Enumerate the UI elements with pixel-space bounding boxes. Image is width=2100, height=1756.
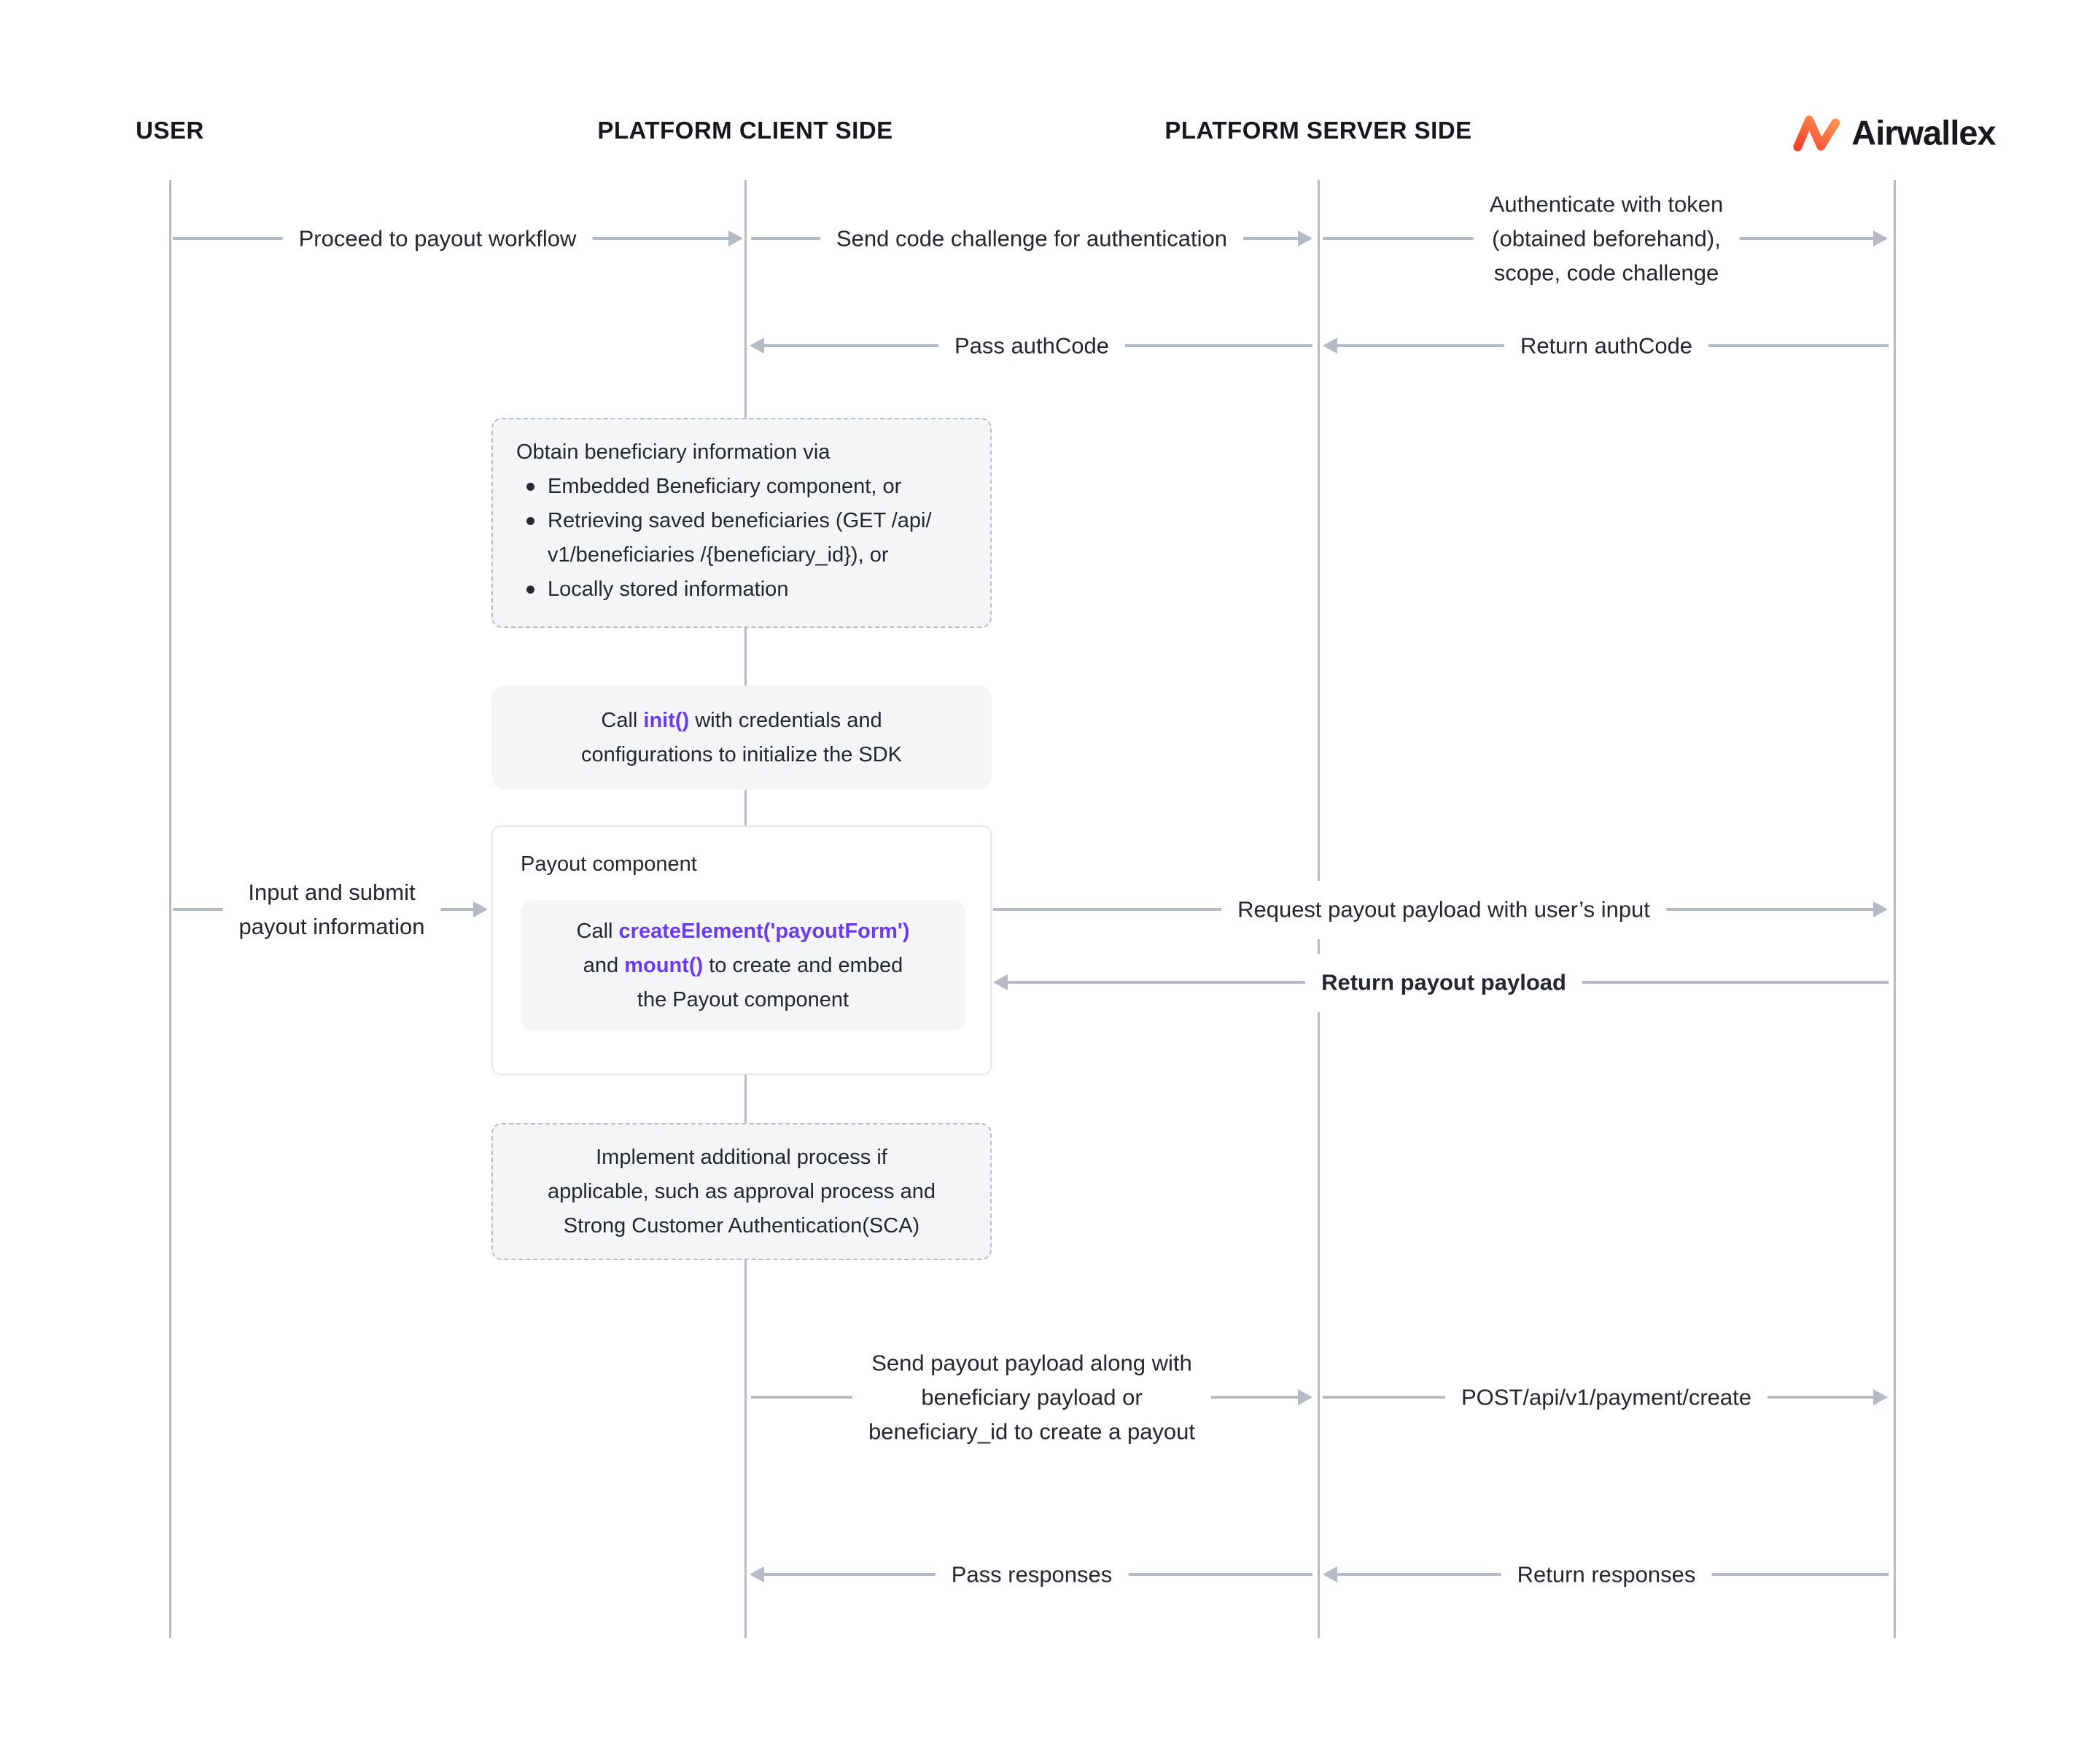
message-post-create: POST/api/v1/payment/create — [1445, 1379, 1768, 1416]
message-authenticate-line1: Authenticate with token — [1489, 191, 1724, 217]
arrow-authenticate-head — [1873, 230, 1888, 246]
sca-process-box — [491, 1123, 992, 1260]
airwallex-logo-icon — [1793, 113, 1841, 152]
beneficiary-bullet-1-text: Embedded Beneficiary component, or — [548, 475, 902, 498]
payout-line1: Call createElement('payoutForm') — [576, 919, 910, 943]
bullet-dot-icon — [526, 517, 534, 525]
lane-header-user: USER — [136, 117, 204, 144]
bullet-dot-icon — [526, 483, 534, 491]
message-pass-authcode: Pass authCode — [938, 327, 1125, 365]
init-code: init() — [643, 708, 690, 732]
arrow-return-authcode-head — [1323, 338, 1337, 354]
arrow-pass-responses-head — [750, 1566, 764, 1582]
sca-line1: Implement additional process if — [596, 1145, 887, 1169]
message-proceed-to-payout: Proceed to payout workflow — [283, 220, 593, 257]
sca-line3: Strong Customer Authentication(SCA) — [563, 1213, 920, 1238]
arrow-send-code-head — [1298, 230, 1312, 246]
message-return-authcode: Return authCode — [1504, 327, 1708, 365]
lifeline-client-seg1 — [744, 180, 747, 418]
message-input-line1: Input and submit — [248, 879, 416, 905]
create-element-code: createElement('payoutForm') — [618, 919, 910, 943]
mount-code: mount() — [624, 953, 704, 977]
message-send-code-challenge: Send code challenge for authentication — [820, 220, 1243, 257]
message-return-responses: Return responses — [1501, 1556, 1712, 1593]
message-request-payload: Request payout payload with user’s input — [1221, 891, 1666, 928]
init-sdk-box — [491, 685, 992, 790]
lifeline-client-seg3 — [744, 790, 747, 825]
arrow-request-payload-head — [1873, 901, 1888, 917]
lifeline-client-seg2 — [744, 628, 747, 685]
arrow-proceed-head — [728, 230, 743, 246]
message-send-payout-line3: beneficiary_id to create a payout — [868, 1418, 1196, 1445]
payout-component-card — [491, 825, 992, 1075]
message-authenticate-line2: (obtained beforehand), — [1492, 225, 1721, 252]
message-pass-responses: Pass responses — [936, 1556, 1129, 1593]
message-input-submit — [222, 874, 440, 945]
arrow-post-create-head — [1873, 1389, 1888, 1405]
sca-line2: applicable, such as approval process and — [548, 1179, 936, 1203]
arrow-return-responses-head — [1323, 1566, 1337, 1582]
beneficiary-bullet-3 — [516, 572, 973, 607]
beneficiary-box-title: Obtain beneficiary information via — [516, 440, 831, 464]
beneficiary-bullet-1 — [516, 470, 973, 504]
payout-card-title: Payout component — [521, 852, 697, 876]
message-send-payout — [852, 1345, 1211, 1450]
lifeline-server-seg1 — [1318, 180, 1320, 881]
arrow-send-payout-head — [1298, 1389, 1312, 1405]
arrow-pass-authcode-head — [750, 338, 764, 354]
lane-header-platform-server: PLATFORM SERVER SIDE — [1164, 117, 1472, 144]
payout-line2: and mount() to create and embed — [583, 953, 903, 977]
lifeline-client-seg5 — [744, 1260, 747, 1638]
lifeline-server-seg3 — [1318, 1012, 1320, 1638]
message-authenticate-line3: scope, code challenge — [1493, 260, 1719, 286]
airwallex-wordmark: Airwallex — [1851, 113, 1996, 152]
payout-inner-box — [521, 900, 965, 1031]
lane-header-platform-client: PLATFORM CLIENT SIDE — [597, 117, 893, 144]
lifeline-client-seg4 — [744, 1075, 747, 1123]
lifeline-user — [169, 180, 171, 1638]
lifeline-server-seg2 — [1318, 939, 1320, 954]
lifeline-airwallex — [1894, 180, 1896, 1638]
beneficiary-bullet-2-line1: Retrieving saved beneficiaries (GET /api/ — [548, 509, 932, 532]
beneficiary-bullet-2 — [516, 504, 973, 572]
init-box-line2: configurations to initialize the SDK — [580, 742, 903, 766]
airwallex-logo — [1793, 113, 1995, 153]
arrow-input-head — [473, 901, 488, 917]
message-return-payload: Return payout payload — [1305, 964, 1582, 1001]
message-send-payout-line2: beneficiary payload or — [921, 1384, 1143, 1410]
message-authenticate-token — [1474, 186, 1740, 292]
message-input-line2: payout information — [238, 914, 425, 939]
beneficiary-bullet-2-line2: v1/beneficiaries /{beneficiary_id}), or — [548, 543, 889, 567]
payout-line3: the Payout component — [637, 987, 849, 1011]
beneficiary-info-box — [491, 418, 992, 628]
beneficiary-bullet-3-text: Locally stored information — [548, 578, 789, 601]
message-send-payout-line1: Send payout payload along with — [871, 1350, 1192, 1376]
bullet-dot-icon — [526, 586, 534, 594]
arrow-return-payload-head — [993, 974, 1008, 990]
init-box-line1: Call init() with credentials and — [601, 708, 882, 732]
